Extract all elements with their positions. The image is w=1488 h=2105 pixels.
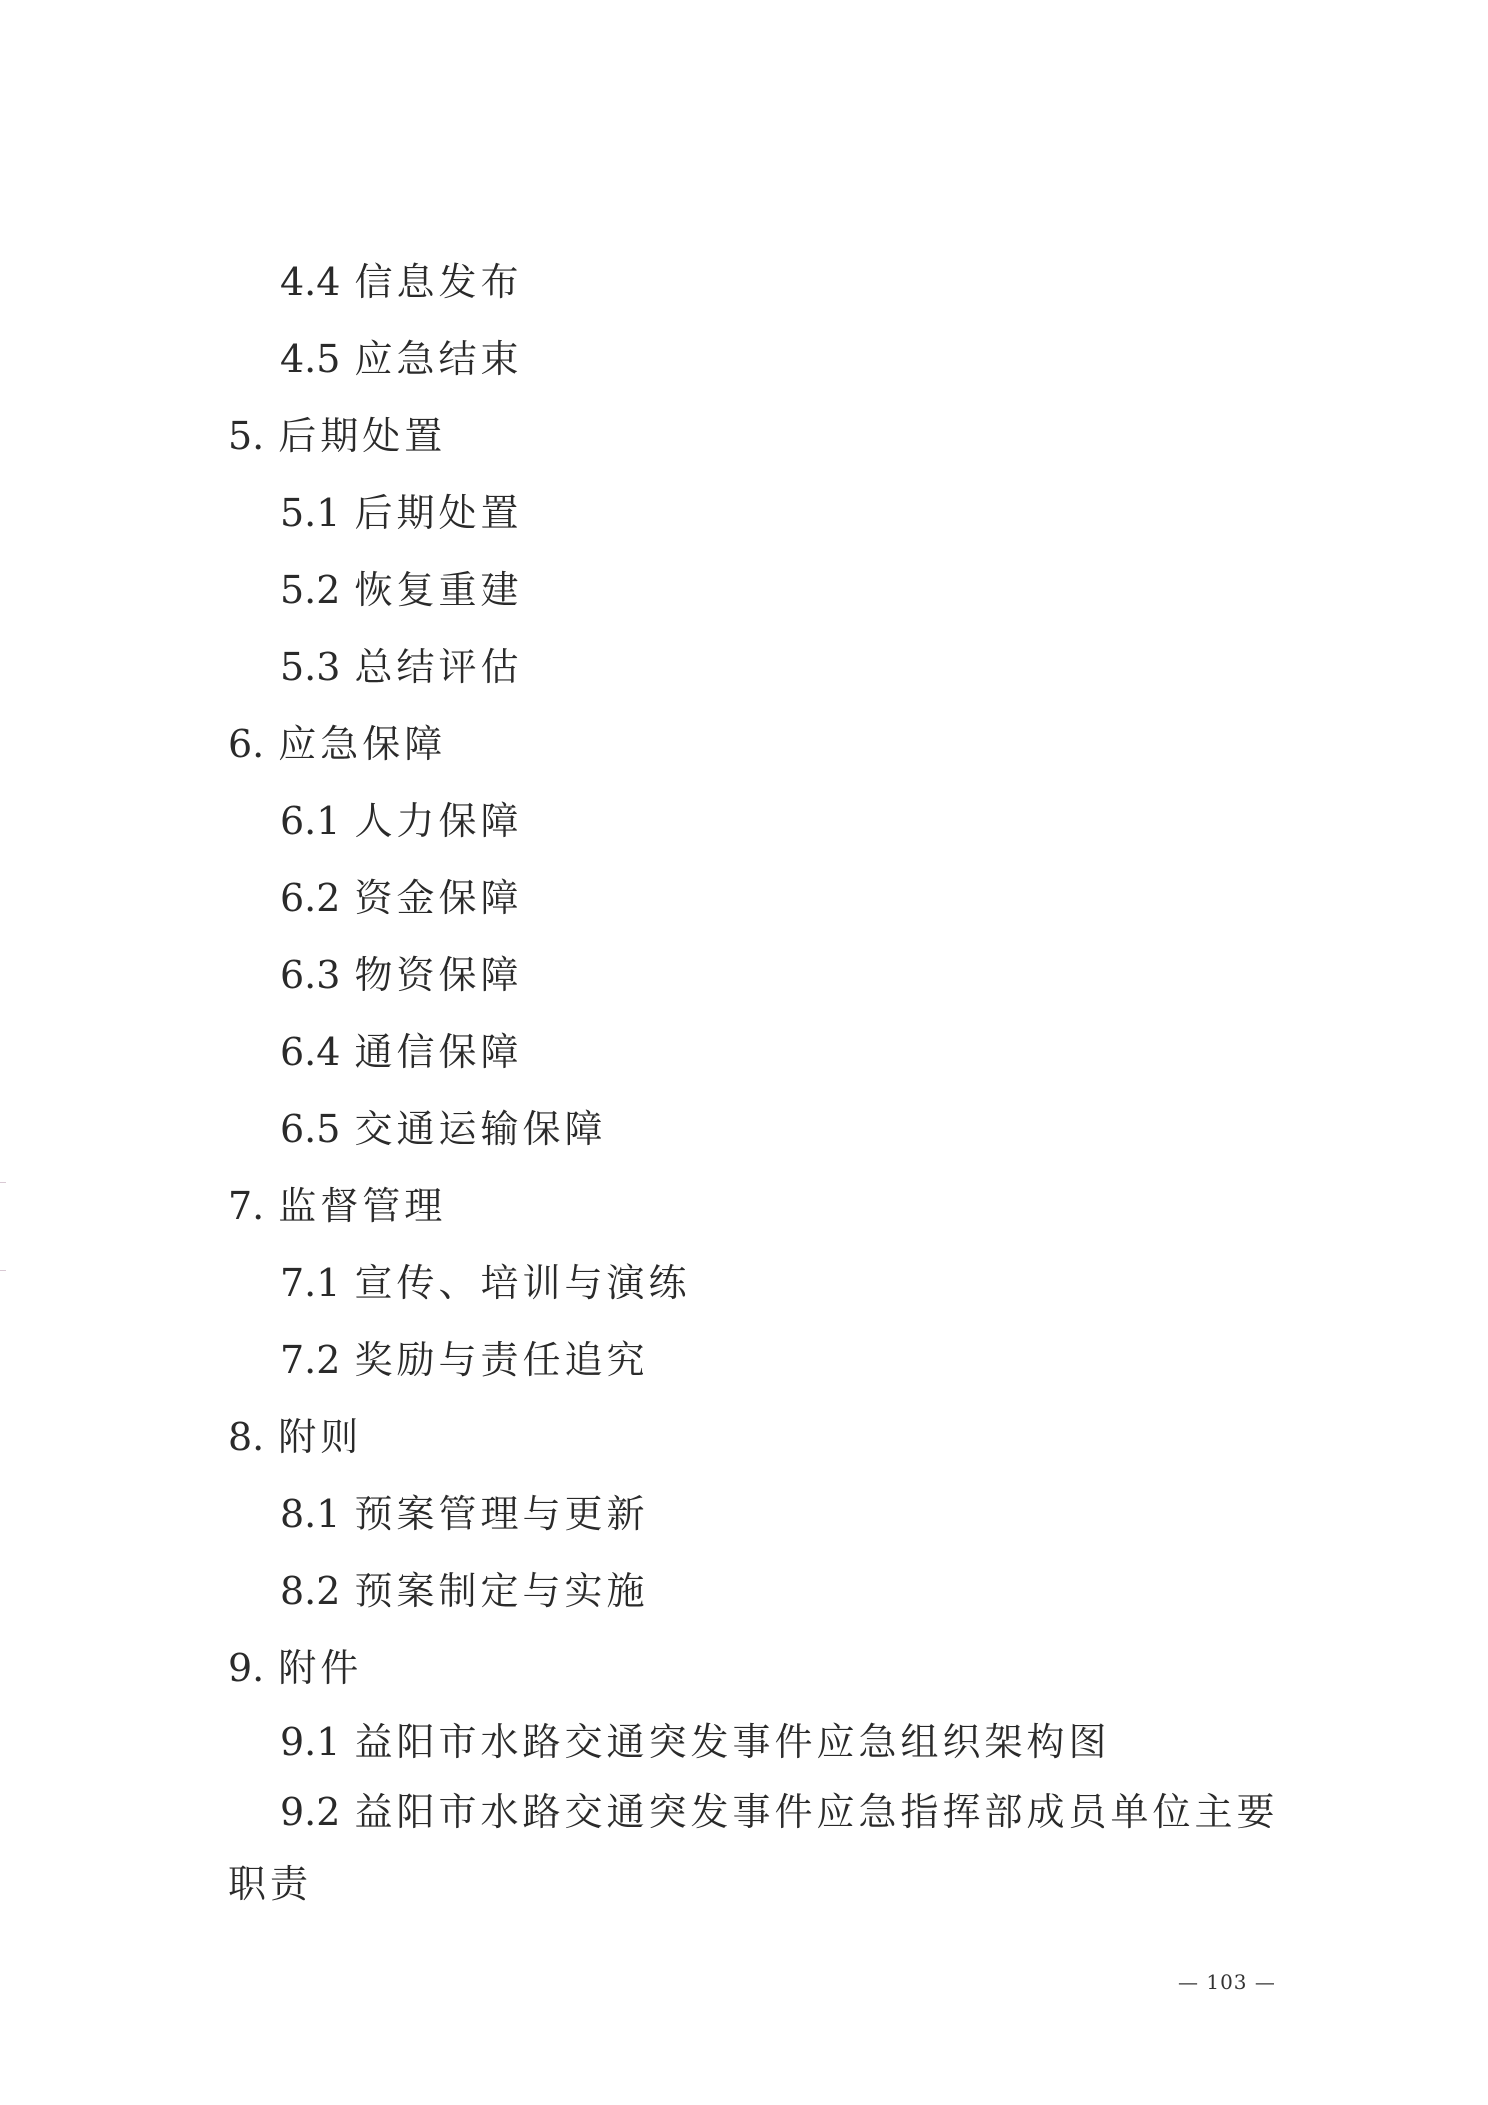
- toc-entry-title: 益阳市水路交通突发事件应急组织架构图: [354, 1720, 1111, 1764]
- toc-entry-number: 4.5: [280, 337, 341, 381]
- toc-entry-title: 通信保障: [354, 1030, 523, 1074]
- toc-entry-number: 6.3: [280, 953, 341, 997]
- toc-entry-title: 总结评估: [354, 645, 523, 689]
- toc-entry-number: 7.1: [280, 1261, 341, 1305]
- toc-entry-title: 后期处置: [278, 414, 447, 458]
- toc-entry-9-1: [280, 1716, 1110, 1768]
- toc-entry-8-2: [280, 1565, 648, 1617]
- toc-entry-9: [228, 1642, 362, 1694]
- page-number: — 103 —: [1178, 1970, 1276, 1994]
- toc-entry-5-2: [280, 564, 522, 616]
- toc-entry-number: 4.4: [280, 260, 341, 304]
- scan-margin-mark: [0, 1182, 6, 1183]
- toc-entry-title: 资金保障: [354, 876, 523, 920]
- toc-entry-number: 5.1: [280, 491, 341, 535]
- toc-entry-number: 8.2: [280, 1569, 341, 1613]
- toc-entry-title: 人力保障: [354, 799, 523, 843]
- toc-entry-number: 6.1: [280, 799, 341, 843]
- toc-entry-title: 物资保障: [354, 953, 523, 997]
- toc-entry-title: 应急结束: [354, 337, 523, 381]
- toc-entry-9-2: [280, 1786, 1278, 1838]
- toc-entry-title: 信息发布: [354, 260, 523, 304]
- toc-entry-number: 9.2: [280, 1790, 341, 1834]
- toc-entry-number: 7.2: [280, 1338, 341, 1382]
- toc-entry-number: 6.2: [280, 876, 341, 920]
- toc-entry-number: 8.: [228, 1415, 265, 1459]
- toc-entry-title: 附则: [278, 1415, 363, 1459]
- toc-entry-title: 监督管理: [278, 1184, 447, 1228]
- toc-entry-7-1: [280, 1257, 690, 1309]
- toc-entry-9-2-continuation: [228, 1858, 312, 1910]
- toc-entry-number: 6.4: [280, 1030, 341, 1074]
- toc-entry-title: 奖励与责任追究: [354, 1338, 649, 1382]
- toc-entry-title-continuation: 职责: [228, 1862, 313, 1906]
- toc-entry-6-3: [280, 949, 522, 1001]
- toc-entry-6-5: [280, 1103, 606, 1155]
- toc-entry-4-4: [280, 256, 522, 308]
- toc-entry-8: [228, 1411, 362, 1463]
- toc-entry-title: 附件: [278, 1646, 363, 1690]
- toc-entry-8-1: [280, 1488, 648, 1540]
- toc-entry-title: 预案制定与实施: [354, 1569, 649, 1613]
- toc-entry-title: 益阳市水路交通突发事件应急指挥部成员单位主要: [354, 1790, 1279, 1834]
- toc-entry-number: 6.5: [280, 1107, 341, 1151]
- toc-entry-number: 5.3: [280, 645, 341, 689]
- toc-entry-title: 恢复重建: [354, 568, 523, 612]
- toc-entry-number: 8.1: [280, 1492, 341, 1536]
- toc-entry-title: 宣传、培训与演练: [354, 1261, 691, 1305]
- toc-entry-number: 7.: [228, 1184, 265, 1228]
- toc-entry-title: 预案管理与更新: [354, 1492, 649, 1536]
- toc-entry-number: 5.2: [280, 568, 341, 612]
- toc-entry-5: [228, 410, 446, 462]
- toc-entry-number: 6.: [228, 722, 265, 766]
- toc-entry-title: 后期处置: [354, 491, 523, 535]
- scan-margin-mark: [0, 1270, 6, 1271]
- toc-entry-number: 9.: [228, 1646, 265, 1690]
- toc-entry-4-5: [280, 333, 522, 385]
- toc-entry-number: 5.: [228, 414, 265, 458]
- toc-entry-title: 应急保障: [278, 722, 447, 766]
- toc-entry-number: 9.1: [280, 1720, 341, 1764]
- toc-entry-6-4: [280, 1026, 522, 1078]
- toc-entry-6-1: [280, 795, 522, 847]
- toc-entry-6-2: [280, 872, 522, 924]
- toc-entry-7: [228, 1180, 446, 1232]
- toc-entry-5-1: [280, 487, 522, 539]
- toc-entry-5-3: [280, 641, 522, 693]
- toc-entry-7-2: [280, 1334, 648, 1386]
- toc-entry-title: 交通运输保障: [354, 1107, 607, 1151]
- toc-entry-6: [228, 718, 446, 770]
